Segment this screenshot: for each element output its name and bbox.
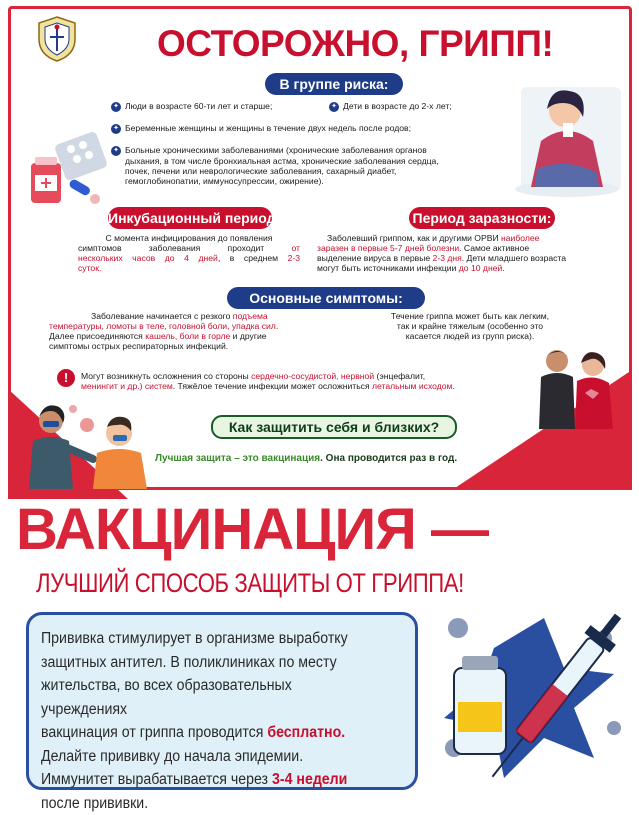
vaccination-subtitle: ЛУЧШИЙ СПОСОБ ЗАЩИТЫ ОТ ГРИППА!: [36, 568, 464, 599]
text-line: [81, 371, 501, 381]
risk-item-text: почек, печени или неврологические заболевания, сахарный диабет,: [111, 166, 396, 176]
text-span: . Самое активное: [459, 243, 529, 253]
text-span: 2-3 дня: [433, 253, 462, 263]
risk-item-text: Больные хроническими заболеваниями (хронические заболевания органов: [125, 145, 427, 155]
text-span: .: [452, 381, 454, 391]
text-span: вакцинация от гриппа проводится: [41, 724, 267, 741]
text-span: , в среднем: [218, 253, 288, 263]
risk-item-text: Дети в возрасте до 2-х лет;: [343, 101, 452, 111]
risk-item-pregnant: [111, 123, 411, 134]
text-line: Прививка стимулирует в организме выработку: [41, 627, 381, 651]
text-span: Могут возникнуть осложнения со стороны: [81, 371, 251, 381]
text-span: Заболевание начинается с резкого: [91, 311, 233, 321]
text-span: кашель, боли в горле: [145, 331, 230, 341]
vaccination-info-text: [41, 627, 381, 815]
text-line: [317, 233, 617, 243]
bullet-icon: ✦: [111, 124, 121, 134]
text-span: сердечно-сосудистой, нервной: [251, 371, 374, 381]
text-span: бесплатно.: [267, 724, 345, 741]
text-span: и другие: [230, 331, 266, 341]
text-span: . Тяжёлое течение инфекции может осложниться: [173, 381, 372, 391]
text-line: Течение гриппа может быть как легким,: [355, 311, 585, 321]
flu-warning-card: [8, 6, 632, 490]
text-span: могут быть источниками инфекции: [317, 263, 459, 273]
symptoms-text-left: [49, 311, 341, 351]
text-span: 3-4 недели: [272, 771, 347, 788]
text-line: [317, 253, 617, 263]
text-span: симптомов заболевания проходит: [78, 243, 291, 253]
text-line: С момента инфицирования до появления: [78, 233, 300, 243]
text-span: Лучшая защита – это вакцинация: [155, 453, 320, 464]
text-span: 2-3: [288, 253, 300, 263]
text-span: Заболевший гриппом, как и другими ОРВИ: [327, 233, 501, 243]
incubation-heading: Инкубационный период:: [108, 207, 272, 229]
bullet-icon: ✦: [111, 102, 121, 112]
text-span: выделение вируса в первые: [317, 253, 433, 263]
emblem-icon: [35, 15, 79, 63]
sick-woman-illustration: [507, 77, 625, 201]
couple-illustration: [529, 343, 621, 433]
text-line: симптомы острых респираторных инфекций.: [49, 341, 341, 351]
risk-item-children: [329, 101, 452, 112]
text-line: [49, 321, 341, 331]
risk-item-chronic: [111, 145, 439, 186]
text-line: [49, 331, 341, 341]
symptoms-text-right: [355, 311, 585, 341]
risk-group-heading: В группе риска:: [265, 73, 403, 95]
risk-item-text: Люди в возрасте 60-ти лет и старше;: [125, 101, 272, 111]
text-line: после прививки.: [41, 792, 381, 815]
text-line: касается людей из групп риска).: [355, 331, 585, 341]
text-line: [317, 243, 617, 253]
contagious-text: [317, 233, 617, 273]
text-span: (энцефалит,: [374, 371, 425, 381]
text-line: [49, 311, 341, 321]
text-span: .: [502, 263, 504, 273]
text-span: заразен в первые 5-7 дней болезни: [317, 243, 459, 253]
protection-heading: Как защитить себя и близких?: [211, 415, 457, 439]
text-line: защитных антител. В поликлиниках по месту: [41, 651, 381, 675]
text-line: [81, 381, 501, 391]
text-line: [41, 721, 381, 745]
text-span: . Она проводится раз в год.: [320, 453, 457, 464]
text-line: жительства, во всех образовательных учреждениях: [41, 674, 381, 721]
contagious-heading: Период заразности:: [409, 207, 555, 229]
text-line: так и крайне тяжелым (особенно это: [355, 321, 585, 331]
text-span: Далее присоединяются: [49, 331, 145, 341]
page-title: ОСТОРОЖНО, ГРИПП!: [157, 23, 553, 65]
risk-item-text: дыхания, в том числе бронхиальная астма, хронические заболевания сердца,: [111, 156, 439, 166]
vaccination-title: ВАКЦИНАЦИЯ —: [16, 496, 488, 563]
risk-item-elderly: [111, 101, 272, 112]
text-span: менингит и др.) систем: [81, 381, 173, 391]
text-span: .: [276, 321, 278, 331]
warning-icon: !: [57, 369, 75, 387]
bullet-icon: ✦: [111, 146, 121, 156]
text-span: нескольких часов до 4 дней: [78, 253, 218, 263]
bullet-icon: ✦: [329, 102, 339, 112]
risk-item-text: гемоглобинопатии, иммуносупрессии, ожирение).: [111, 176, 324, 186]
symptoms-heading: Основные симптомы:: [227, 287, 425, 309]
text-span: подъема: [233, 311, 268, 321]
text-line: [78, 243, 300, 253]
text-span: . Дети младшего возраста: [462, 253, 566, 263]
text-line: [41, 768, 381, 792]
vaccination-info-box: [26, 612, 418, 790]
text-line: [317, 263, 617, 273]
text-line: Делайте прививку до начала эпидемии.: [41, 745, 381, 769]
text-span: от: [291, 243, 300, 253]
protection-text: [155, 453, 457, 464]
text-span: температуры, ломоты в теле, головной боли, упадка сил: [49, 321, 276, 331]
pills-illustration: [25, 129, 107, 211]
syringe-vial-illustration: [424, 578, 634, 796]
text-line: [78, 253, 300, 263]
text-span: наиболее: [501, 233, 539, 243]
text-span: до 10 дней: [459, 263, 502, 273]
incubation-text: [78, 233, 300, 273]
text-line: суток.: [78, 263, 300, 273]
complications-text: [81, 371, 501, 391]
risk-item-text: Беременные женщины и женщины в течение двух недель после родов;: [125, 123, 411, 133]
text-span: летальным исходом: [372, 381, 452, 391]
doctor-vaccination-illustration: [23, 397, 157, 489]
text-span: Иммунитет вырабатывается через: [41, 771, 272, 788]
